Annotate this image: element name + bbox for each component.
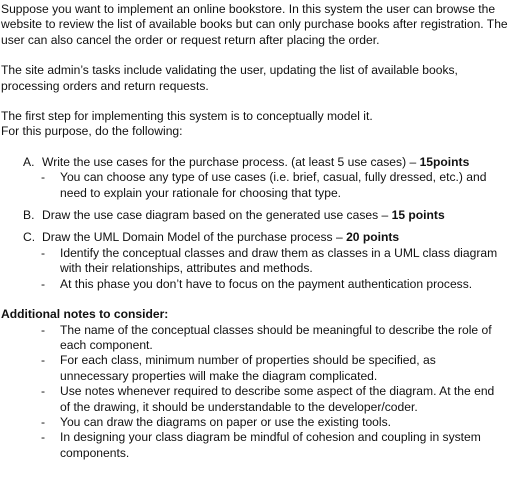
task-text <box>42 230 512 245</box>
dash-bullet: - <box>41 276 46 291</box>
sub-item-text: Identify the conceptual classes and draw them as classes in a UML class diagram with their relationships, attributes and methods. <box>60 245 498 276</box>
dash-bullet: - <box>41 322 46 337</box>
task-a-sub-1 <box>41 170 512 201</box>
task-letter: A. <box>23 154 35 169</box>
task-text <box>42 155 512 170</box>
intro-paragraph-3-line-1: The first step for implementing this system is to conceptually model it. <box>1 109 373 124</box>
task-c <box>23 230 512 245</box>
task-c-sub-2 <box>41 277 512 292</box>
note-text: For each class, minimum number of properties should be specified, as unnecessary properties will make the diagram complicated. <box>60 353 436 383</box>
intro-paragraph-1: Suppose you want to implement an online bookstore. In this system the user can browse the website to review the list of available books but can only purchase books after registration. The user can also cancel the order or request return after placing the order. <box>1 2 508 47</box>
note-item-3 <box>41 384 512 415</box>
note-item-2 <box>41 353 512 384</box>
task-letter: C. <box>23 230 36 245</box>
note-item-5 <box>41 430 512 461</box>
intro-paragraph-2: The site admin’s tasks include validating the user, updating the list of available books, processing orders and return requests. <box>1 63 458 93</box>
sub-item-text: You can choose any type of use cases (i.e. brief, casual, fully dressed, etc.) and need to explain your rationale for choosing that type. <box>60 170 487 200</box>
task-letter: B. <box>23 208 35 223</box>
task-points: 20 points <box>346 230 400 245</box>
note-item-4 <box>41 415 512 430</box>
task-points: 15points <box>419 154 470 169</box>
dash-bullet: - <box>41 384 46 399</box>
task-description: Draw the use case diagram based on the generated use cases – <box>42 208 392 223</box>
note-text: In designing your class diagram be mindful of cohesion and coupling in system components. <box>60 430 481 460</box>
task-description: Draw the UML Domain Model of the purchase process – <box>42 230 347 245</box>
spacer <box>1 292 512 307</box>
note-text: Use notes whenever required to describe some aspect of the diagram. At the end of the drawing, it should be understandable to the developer/coder. <box>60 384 495 414</box>
task-description: Write the use cases for the purchase process. (at least 5 use cases) – <box>42 154 420 169</box>
task-a <box>23 155 512 170</box>
sub-item-text: At this phase you don’t have to focus on the payment authentication process. <box>60 276 473 291</box>
dash-bullet: - <box>41 430 46 445</box>
task-c-sub-1 <box>41 246 512 277</box>
spacer <box>1 201 512 208</box>
dash-bullet: - <box>41 170 46 185</box>
note-text: You can draw the diagrams on paper or use the existing tools. <box>60 414 391 429</box>
spacer <box>1 48 512 63</box>
note-item-1 <box>41 323 512 354</box>
dash-bullet: - <box>41 245 46 260</box>
spacer <box>1 140 512 155</box>
dash-bullet: - <box>41 353 46 368</box>
spacer <box>1 94 512 109</box>
notes-heading: Additional notes to consider: <box>1 307 169 322</box>
note-text: The name of the conceptual classes should be meaningful to describe the role of each component. <box>60 322 492 352</box>
task-b <box>23 208 512 223</box>
spacer <box>1 223 512 230</box>
task-points: 15 points <box>391 208 445 223</box>
task-text <box>42 208 512 223</box>
intro-paragraph-3-line-2: For this purpose, do the following: <box>1 124 183 139</box>
dash-bullet: - <box>41 414 46 429</box>
